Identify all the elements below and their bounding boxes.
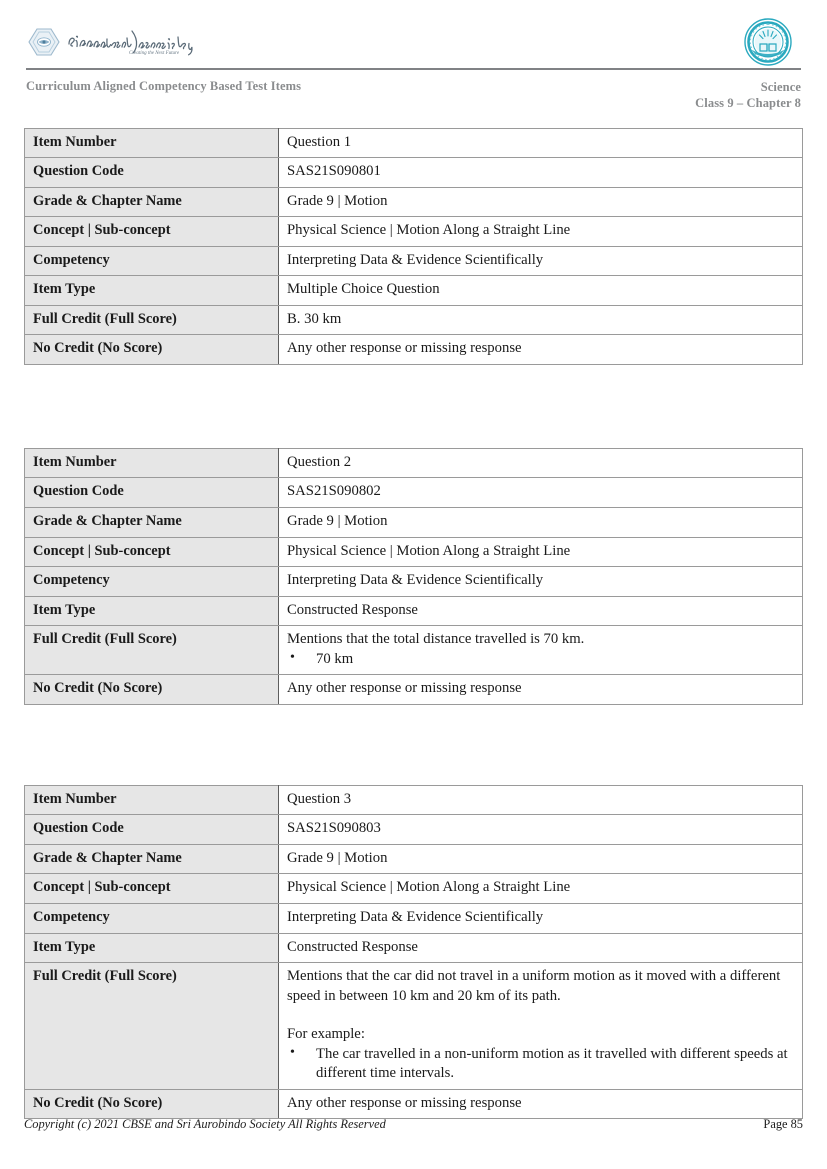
row-value-grade-chapter: Grade 9 | Motion (279, 844, 803, 874)
row-value-no-credit: Any other response or missing response (279, 1089, 803, 1119)
table-row (25, 187, 803, 217)
row-label-full-credit: Full Credit (Full Score) (25, 963, 279, 1090)
society-tagline-text: Creating the Next Future (129, 51, 180, 56)
table-row (25, 844, 803, 874)
row-value-item-type: Constructed Response (279, 933, 803, 963)
table-row (25, 567, 803, 597)
row-value-no-credit: Any other response or missing response (279, 675, 803, 705)
society-wordmark-icon (65, 26, 205, 58)
row-value-item-type: Constructed Response (279, 596, 803, 626)
table-row (25, 815, 803, 845)
table-row (25, 963, 803, 1090)
item-block-2 (24, 448, 803, 705)
list-item: • 70 km (287, 650, 794, 670)
row-label-competency: Competency (25, 903, 279, 933)
row-label-item-type: Item Type (25, 933, 279, 963)
row-value-competency: Interpreting Data & Evidence Scientifically (279, 567, 803, 597)
header-class-chapter: Class 9 – Chapter 8 (695, 96, 801, 111)
table-row (25, 874, 803, 904)
table-row (25, 448, 803, 478)
table-row (25, 246, 803, 276)
row-value-item-number: Question 1 (279, 128, 803, 158)
table-row (25, 217, 803, 247)
row-value-concept: Physical Science | Motion Along a Straight Line (279, 874, 803, 904)
society-emblem-icon (28, 27, 60, 57)
full-credit-example-label: For example: (287, 1026, 365, 1043)
header-subject-block (695, 79, 801, 112)
full-credit-bullet-list (287, 650, 794, 670)
row-value-grade-chapter: Grade 9 | Motion (279, 187, 803, 217)
item-table-2 (24, 448, 803, 705)
row-label-competency: Competency (25, 567, 279, 597)
row-value-full-credit (279, 963, 803, 1090)
item-table-3 (24, 785, 803, 1120)
table-row (25, 478, 803, 508)
table-row (25, 158, 803, 188)
item-table-1 (24, 128, 803, 365)
block-gap (24, 705, 803, 785)
row-label-item-type: Item Type (25, 596, 279, 626)
page-header-logos (24, 0, 803, 62)
row-value-full-credit: B. 30 km (279, 305, 803, 335)
row-value-item-type: Multiple Choice Question (279, 276, 803, 306)
header-subject: Science (760, 80, 801, 94)
row-label-no-credit: No Credit (No Score) (25, 335, 279, 365)
row-label-question-code: Question Code (25, 815, 279, 845)
row-value-item-number: Question 2 (279, 448, 803, 478)
sri-aurobindo-society-logo (28, 26, 205, 58)
full-credit-statement: Mentions that the total distance travelled is 70 km. (287, 631, 585, 648)
full-credit-statement: Mentions that the car did not travel in a uniform motion as it moved with a different speed in between 10 km and 20 km of its path. (287, 968, 781, 1004)
item-block-1 (24, 128, 803, 365)
row-value-concept: Physical Science | Motion Along a Straight Line (279, 217, 803, 247)
row-label-item-type: Item Type (25, 276, 279, 306)
row-label-item-number: Item Number (25, 785, 279, 815)
cbse-logo-icon (743, 17, 793, 67)
table-row (25, 1089, 803, 1119)
row-label-full-credit: Full Credit (Full Score) (25, 305, 279, 335)
table-row (25, 933, 803, 963)
row-value-question-code: SAS21S090801 (279, 158, 803, 188)
table-row (25, 128, 803, 158)
row-label-concept: Concept | Sub-concept (25, 537, 279, 567)
full-credit-bullet-list (287, 1045, 794, 1084)
row-value-concept: Physical Science | Motion Along a Straight Line (279, 537, 803, 567)
row-label-question-code: Question Code (25, 478, 279, 508)
footer-copyright: Copyright (c) 2021 CBSE and Sri Aurobindo Society All Rights Reserved (24, 1117, 386, 1131)
row-value-no-credit: Any other response or missing response (279, 335, 803, 365)
table-row (25, 507, 803, 537)
page-footer (24, 1117, 803, 1132)
table-row (25, 276, 803, 306)
row-label-question-code: Question Code (25, 158, 279, 188)
row-value-question-code: SAS21S090803 (279, 815, 803, 845)
table-row (25, 903, 803, 933)
row-value-competency: Interpreting Data & Evidence Scientifically (279, 246, 803, 276)
row-value-competency: Interpreting Data & Evidence Scientifically (279, 903, 803, 933)
row-label-no-credit: No Credit (No Score) (25, 675, 279, 705)
table-row (25, 785, 803, 815)
table-row (25, 675, 803, 705)
row-label-grade-chapter: Grade & Chapter Name (25, 844, 279, 874)
header-meta (24, 70, 803, 112)
item-block-3 (24, 785, 803, 1120)
table-row (25, 335, 803, 365)
block-gap (24, 365, 803, 448)
row-value-item-number: Question 3 (279, 785, 803, 815)
row-label-item-number: Item Number (25, 448, 279, 478)
row-label-item-number: Item Number (25, 128, 279, 158)
row-value-question-code: SAS21S090802 (279, 478, 803, 508)
row-label-grade-chapter: Grade & Chapter Name (25, 507, 279, 537)
row-value-grade-chapter: Grade 9 | Motion (279, 507, 803, 537)
row-value-full-credit (279, 626, 803, 675)
row-label-competency: Competency (25, 246, 279, 276)
row-label-grade-chapter: Grade & Chapter Name (25, 187, 279, 217)
table-row (25, 305, 803, 335)
row-label-full-credit: Full Credit (Full Score) (25, 626, 279, 675)
table-row (25, 626, 803, 675)
header-title: Curriculum Aligned Competency Based Test Items (26, 79, 302, 93)
table-row (25, 537, 803, 567)
row-label-no-credit: No Credit (No Score) (25, 1089, 279, 1119)
list-item: • The car travelled in a non-uniform motion as it travelled with different speeds at different time intervals. (287, 1045, 794, 1084)
table-row (25, 596, 803, 626)
row-label-concept: Concept | Sub-concept (25, 874, 279, 904)
footer-page-number: Page 85 (763, 1117, 803, 1131)
row-label-concept: Concept | Sub-concept (25, 217, 279, 247)
